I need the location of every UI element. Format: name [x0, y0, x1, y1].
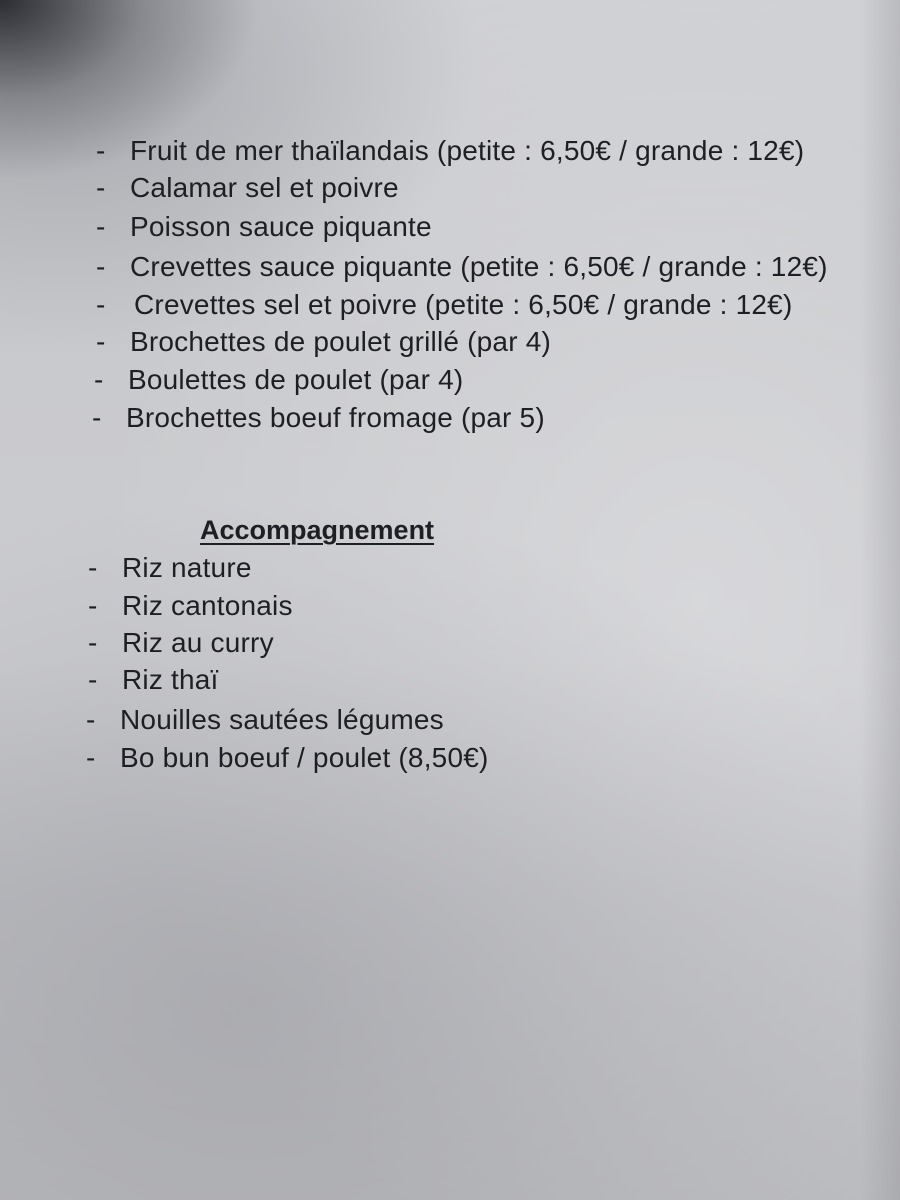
- side-dish-name: Riz au curry: [122, 627, 274, 658]
- side-dish-name: Nouilles sautées légumes: [120, 704, 444, 735]
- list-dash: -: [88, 627, 98, 658]
- dish-name: Poisson sauce piquante: [130, 211, 432, 242]
- list-item: [88, 551, 252, 585]
- side-dish-name: Bo bun boeuf / poulet (8,50€): [120, 742, 489, 773]
- list-item: [94, 363, 463, 397]
- list-dash: -: [96, 211, 106, 242]
- list-item: [96, 288, 792, 322]
- list-item: [96, 250, 828, 284]
- section-heading-accompagnement: Accompagnement: [200, 515, 435, 545]
- dish-name: Boulettes de poulet (par 4): [128, 364, 464, 395]
- list-item: [92, 401, 545, 435]
- list-dash: -: [96, 251, 106, 282]
- side-dish-name: Riz cantonais: [122, 590, 293, 621]
- list-dash: -: [86, 742, 96, 773]
- paper-edge-shadow: [860, 0, 900, 1200]
- dish-name: Crevettes sauce piquante (petite : 6,50€ / grande : 12€): [130, 251, 828, 282]
- dish-name: Calamar sel et poivre: [130, 172, 399, 203]
- list-item: [96, 325, 551, 359]
- side-dish-name: Riz thaï: [122, 664, 219, 695]
- list-dash: -: [92, 402, 102, 433]
- list-dash: -: [88, 590, 98, 621]
- dish-name: Crevettes sel et poivre (petite : 6,50€ / grande : 12€): [134, 289, 793, 320]
- list-item: [96, 171, 399, 205]
- list-item: [86, 703, 444, 737]
- dish-name: Fruit de mer thaïlandais (petite : 6,50€ / grande : 12€): [130, 135, 805, 166]
- dish-name: Brochettes boeuf fromage (par 5): [126, 402, 545, 433]
- list-item: [88, 589, 293, 623]
- list-dash: -: [88, 664, 98, 695]
- list-item: [96, 210, 432, 244]
- list-dash: -: [88, 552, 98, 583]
- list-dash: -: [86, 704, 96, 735]
- list-item: [88, 663, 219, 697]
- list-dash: -: [94, 364, 104, 395]
- list-dash: -: [96, 172, 106, 203]
- side-dish-name: Riz nature: [122, 552, 252, 583]
- list-dash: -: [96, 135, 106, 166]
- list-item: [96, 134, 804, 168]
- dish-name: Brochettes de poulet grillé (par 4): [130, 326, 551, 357]
- list-dash: -: [96, 326, 106, 357]
- list-dash: -: [96, 289, 106, 320]
- list-item: [88, 626, 274, 660]
- list-item: [86, 741, 489, 775]
